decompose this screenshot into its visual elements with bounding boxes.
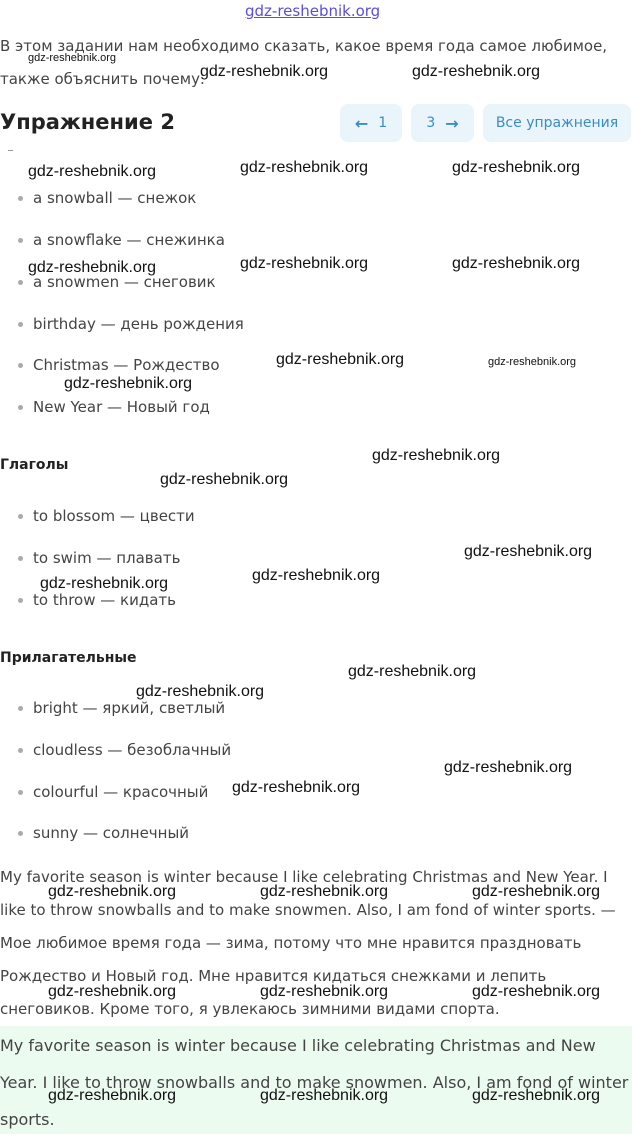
watermark: gdz-reshebnik.org: [472, 1087, 601, 1104]
watermark: gdz-reshebnik.org: [232, 779, 361, 796]
verbs-heading: Глаголы: [0, 457, 69, 473]
exercise-title: Упражнение 2: [0, 110, 175, 134]
answer-text: My favorite season is winter because I like celebrating Christmas and New Year. I like to throw snowballs and to make snowmen. Also, I am fond of winter sports. — Мое любимое время года — зима, потому что мне нравится праздновать Рождество и Новый год. Мне нравится кидаться снежками и лепить снеговиков. Кроме того, я увлекаюсь зимними видами спорта.: [0, 868, 616, 1018]
watermark: gdz-reshebnik.org: [40, 575, 169, 592]
bullet-icon: [18, 790, 23, 795]
next-exercise-button[interactable]: [411, 104, 474, 142]
list-item: Christmas — Рождество: [18, 356, 220, 374]
list-item: colourful — красочный: [18, 783, 208, 801]
watermark: gdz-reshebnik.org: [472, 983, 601, 1000]
list-item: to throw — кидать: [18, 591, 176, 609]
watermark: gdz-reshebnik.org: [240, 159, 369, 176]
watermark: gdz-reshebnik.org: [48, 983, 177, 1000]
list-item: to blossom — цвести: [18, 507, 195, 525]
list-item: a snowflake — снежинка: [18, 231, 225, 249]
bullet-icon: [18, 556, 23, 561]
bullet-icon: [18, 706, 23, 711]
bullet-icon: [18, 514, 23, 519]
prev-exercise-label: 1: [378, 115, 388, 131]
watermark: gdz-reshebnik.org: [412, 63, 541, 80]
watermark: gdz-reshebnik.org: [452, 255, 581, 272]
list-item: sunny — солнечный: [18, 824, 189, 842]
list-item: a snowball — снежок: [18, 189, 196, 207]
bullet-icon: [18, 405, 23, 410]
all-exercises-button[interactable]: [483, 104, 631, 142]
divider-mark: [8, 150, 13, 151]
bullet-icon: [18, 831, 23, 836]
arrow-right-icon: →: [445, 113, 459, 133]
watermark: gdz-reshebnik.org: [64, 375, 193, 392]
watermark: gdz-reshebnik.org: [136, 683, 265, 700]
bullet-icon: [18, 196, 23, 201]
watermark: gdz-reshebnik.org: [472, 883, 601, 900]
bullet-icon: [18, 322, 23, 327]
watermark: gdz-reshebnik.org: [488, 356, 577, 368]
list-item: birthday — день рождения: [18, 315, 244, 333]
watermark: gdz-reshebnik.org: [348, 663, 477, 680]
highlight-text: My favorite season is winter because I like celebrating Christmas and New Year. I like to throw snowballs and to make snowmen. Also, I am fond of winter sports.: [0, 1036, 629, 1129]
watermark: gdz-reshebnik.org: [260, 983, 389, 1000]
bullet-icon: [18, 280, 23, 285]
watermark: gdz-reshebnik.org: [372, 447, 501, 464]
list-item: bright — яркий, светлый: [18, 699, 225, 717]
bullet-icon: [18, 238, 23, 243]
watermark: gdz-reshebnik.org: [200, 63, 329, 80]
watermark: gdz-reshebnik.org: [28, 52, 117, 64]
watermark: gdz-reshebnik.org: [240, 255, 369, 272]
watermark: gdz-reshebnik.org: [464, 543, 593, 560]
bullet-icon: [18, 598, 23, 603]
watermark: gdz-reshebnik.org: [48, 883, 177, 900]
watermark: gdz-reshebnik.org: [444, 759, 573, 776]
list-item: a snowmen — снеговик: [18, 273, 216, 291]
list-item: to swim — плавать: [18, 549, 180, 567]
site-url-header[interactable]: gdz-reshebnik.org: [245, 2, 381, 20]
watermark: gdz-reshebnik.org: [260, 883, 389, 900]
next-exercise-label: 3: [426, 115, 436, 131]
watermark: gdz-reshebnik.org: [252, 567, 381, 584]
watermark: gdz-reshebnik.org: [28, 259, 157, 276]
watermark: gdz-reshebnik.org: [452, 159, 581, 176]
watermark: gdz-reshebnik.org: [276, 351, 405, 368]
bullet-icon: [18, 363, 23, 368]
watermark: gdz-reshebnik.org: [28, 163, 157, 180]
bullet-icon: [18, 748, 23, 753]
all-exercises-label: Все упражнения: [495, 115, 619, 131]
arrow-left-icon: ←: [354, 113, 369, 133]
intro-text: В этом задании нам необходимо сказать, какое время года самое любимое, также объяснить почему.: [0, 37, 608, 88]
list-item: cloudless — безоблачный: [18, 741, 231, 759]
list-item: New Year — Новый год: [18, 398, 210, 416]
adjectives-heading: Прилагательные: [0, 650, 137, 666]
watermark: gdz-reshebnik.org: [48, 1087, 177, 1104]
watermark: gdz-reshebnik.org: [260, 1087, 389, 1104]
prev-exercise-button[interactable]: [340, 104, 402, 142]
watermark: gdz-reshebnik.org: [160, 471, 289, 488]
